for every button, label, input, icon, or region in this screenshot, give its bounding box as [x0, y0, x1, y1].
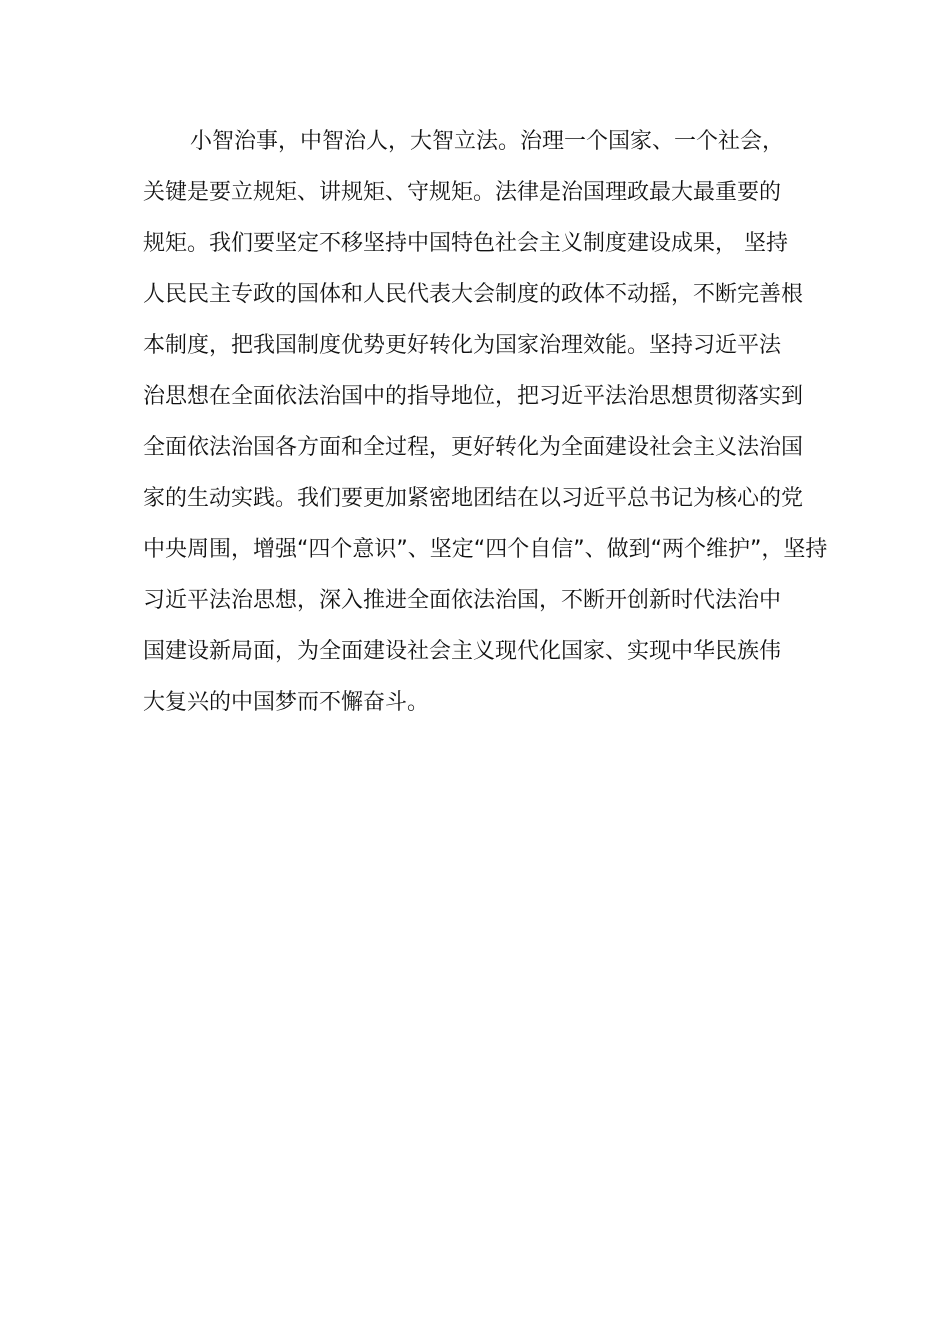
paragraph-line-2: 关键是要立规矩、讲规矩、守规矩。法律是治国理政最大最重要的 [143, 180, 782, 205]
paragraph-line-8: 家的生动实践。我们要更加紧密地团结在以习近平总书记为核心的党 [143, 486, 804, 511]
paragraph-line-11: 国建设新局面，为全面建设社会主义现代化国家、实现中华民族伟 [143, 639, 782, 664]
paragraph-line-12: 大复兴的中国梦而不懈奋斗。 [143, 690, 430, 715]
paragraph-line-10: 习近平法治思想，深入推进全面依法治国，不断开创新时代法治中 [143, 588, 782, 613]
paragraph-line-3: 规矩。我们要坚定不移坚持中国特色社会主义制度建设成果， 坚持 [143, 231, 788, 256]
paragraph-line-5: 本制度，把我国制度优势更好转化为国家治理效能。坚持习近平法 [143, 333, 782, 358]
paragraph-line-4: 人民民主专政的国体和人民代表大会制度的政体不动摇，不断完善根 [143, 282, 804, 307]
paragraph-line-9: 中央周围，增强“四个意识”、坚定“四个自信”、做到“两个维护”，坚持 [143, 537, 828, 562]
paragraph-line-1: 小智治事，中智治人，大智立法。治理一个国家、一个社会， [190, 129, 785, 154]
paragraph-line-7: 全面依法治国各方面和全过程，更好转化为全面建设社会主义法治国 [143, 435, 804, 460]
paragraph-line-6: 治思想在全面依法治国中的指导地位，把习近平法治思想贯彻落实到 [143, 384, 804, 409]
body-paragraph [143, 116, 828, 728]
